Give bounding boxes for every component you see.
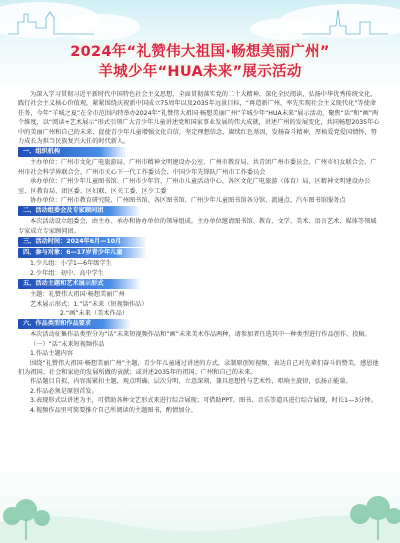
- paragraph: 艺术展示形式：1.“话”未来（短视频作品）: [30, 300, 148, 308]
- paragraph: 3.表现形式以讲述为主，可借助各种文艺形式来进行综合展现；可借助PPT、图书、音乐等道具进行综合展现，时长1—3分钟。: [30, 397, 377, 405]
- paragraph: 本次活动征集作品类型分为“话”未来短视频作品和“画”未来美术作品两种，请参加者任选其中一种类型进行作品创作、投稿。: [30, 331, 371, 339]
- section-heading: 五、活动主题和艺术展示形式: [18, 279, 141, 289]
- paragraph: 本次活动设立组委会，由主办、承办和协办单位的领导组成。主办单位邀请图书馆、教育、文学、美术、语言艺术、媒体等领域专家成立专家顾问团。: [18, 218, 377, 235]
- section-heading: 二、活动组委会及专家顾问团: [18, 206, 141, 216]
- paragraph: 4.视频作品里可简要推介自己所阅读的主题图书，酌情加分。: [30, 406, 197, 414]
- paragraph: （一）“话”未来短视频作品: [30, 340, 105, 348]
- paragraph: 2.少年组：初中、高中学生: [30, 269, 104, 277]
- paragraph: 主办单位：广州市文化广电旅游局、广州市精神文明建设办公室、广州市教育局、共青团广州市委员会、广州市妇女联合会、广州市社会科学界联合会、广州市关心下一代工作委员会、中国少年先锋队广州市工作委员会: [18, 159, 377, 176]
- paragraph: 1.少儿组：小学1—6年级学生: [30, 260, 112, 268]
- document-body: [18, 90, 382, 415]
- poster-title-line1: 2024年“礼赞伟大祖国·畅想美丽广州”: [70, 44, 330, 60]
- paragraph: 围绕“礼赞伟大祖国·畅想美丽广州”主题，青少年儿童通过讲述的方式，录制原创短视频，表达自己对先辈们奋斗的赞美，感恩他们为祖国、社会和家庭的发展所做的贡献；或讲述2035年的祖国、广州和自己的未来。: [18, 359, 379, 376]
- poster-title-line2: 羊城少年“HUA未来”展示活动: [98, 64, 302, 80]
- section-heading: 一、组织机构: [18, 147, 127, 157]
- section-heading: 六、作品类型和作品要求: [18, 319, 131, 329]
- paragraph: 2.“画”未来（美术作品）: [60, 309, 129, 317]
- paragraph: 主题：礼赞伟大祖国·畅想美丽广州: [30, 291, 125, 299]
- paragraph: 1.作品主题内容: [30, 350, 74, 358]
- paragraph: 协办单位：广州市教育研究院、广州图书馆、各区图书馆、广州少年儿童图书馆各分馆、流通点、汽车图书馆服务点: [30, 197, 346, 205]
- paragraph: 承办单位：广州少年儿童图书馆、广州市少年宫、广州市儿童活动中心、各区文化广电旅游（体育）局、区精神文明建设办公室、区教育局、团区委、区妇联、区关工委、区少工委: [18, 178, 371, 195]
- city-line-art-icon: [6, 8, 96, 36]
- paragraph: 2.作品必须是原创首发。: [30, 387, 98, 395]
- tower-line-art-icon: [300, 8, 390, 36]
- paragraph: 作品题目自拟，内容需紧扣主题，观点明确、层次分明、立意深刻，兼具思想性与艺术性，唱响主旋律，弘扬正能量。: [30, 378, 352, 386]
- section-heading: 三、活动时间：2024年6月—10月: [18, 237, 147, 247]
- section-heading: 四、参与对象：6—17岁青少年儿童: [18, 248, 147, 258]
- bottom-scenery-decoration: [0, 470, 400, 543]
- intro-paragraph: 为深入学习贯彻习近平新时代中国特色社会主义思想，全面贯彻落实党的二十大精神，深化全民阅读，弘扬中华优秀传统文化，践行社会主义核心价值观，紧紧围绕庆祝新中国成立75周年以及2035年远景目标，“再造新广州，率先实现社会主义现代化”等使命任务，今年“羊城之夏”在全市范围内特举办2024年“礼赞伟大祖国·畅想美丽广州”羊城少年“HUA未来”展示活动，聚焦“话”和“画”两个维度，以“阅读+艺术展示”形式引领广大青少年儿童讲述党和国家事业发展的伟大成就，讲述广州的发展变化，共同畅想2035年心中的美丽广州和自己的未来，促使青少年儿童增强文化自信，坚定理想信念，赓续红色基因，发扬奋斗精神，厚植爱党爱国情怀，努力成长为担当民族复兴大任的时代新人。: [18, 91, 380, 146]
